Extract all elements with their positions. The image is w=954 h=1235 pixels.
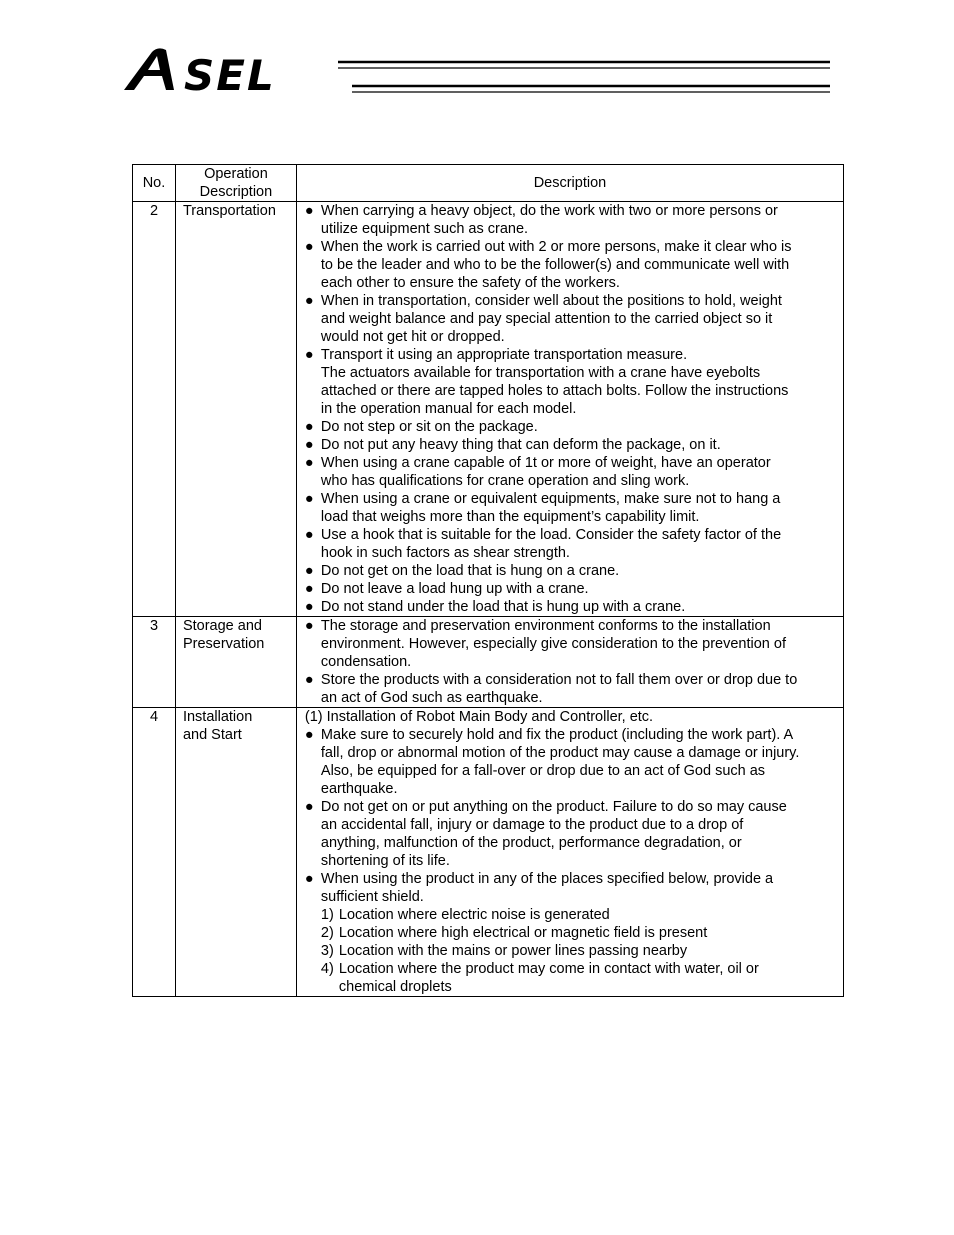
description-text-line: to be the leader and who to be the follower(s) and communicate well with: [320, 257, 790, 273]
operation-label-line: Preservation: [182, 636, 265, 652]
description-text-line: When carrying a heavy object, do the work with two or more persons or: [320, 203, 778, 219]
description-text-line: anything, malfunction of the product, performance degradation, or: [320, 835, 742, 851]
description-text-line: Do not get on the load that is hung on a crane.: [320, 563, 620, 579]
bullet-item: [305, 436, 843, 454]
bullet-dot-icon: ●: [304, 599, 314, 615]
bullet-item: [305, 202, 843, 238]
bullet-item: [305, 726, 843, 798]
description-text-line: would not get hit or dropped.: [320, 329, 505, 345]
section-heading: [305, 708, 843, 726]
description-text-line: condensation.: [320, 654, 412, 670]
description-text-line: When in transportation, consider well about the positions to hold, weight: [320, 293, 782, 309]
operation-label-line: and Start: [182, 727, 242, 743]
bullet-dot-icon: ●: [304, 618, 314, 634]
description-text-line: Do not stand under the load that is hung up with a crane.: [320, 599, 686, 615]
sub-list-item: [305, 960, 843, 996]
bullet-dot-icon: ●: [304, 727, 314, 743]
sub-list-item: [305, 906, 843, 924]
sub-item-text-line: Location where electric noise is generated: [338, 907, 610, 923]
bullet-item: [305, 238, 843, 292]
bullet-dot-icon: ●: [304, 799, 314, 815]
bullet-dot-icon: ●: [304, 347, 314, 363]
bullet-dot-icon: ●: [304, 563, 314, 579]
sub-item-text-line: Location where high electrical or magnetic field is present: [338, 925, 708, 941]
description-text-line: Do not leave a load hung up with a crane.: [320, 581, 589, 597]
bullet-dot-icon: ●: [304, 239, 314, 255]
description-text-line: Do not put any heavy thing that can deform the package, on it.: [320, 437, 721, 453]
header-description: Description: [296, 165, 843, 202]
description-text-line: an act of God such as earthquake.: [320, 690, 543, 706]
description-text-line: in the operation manual for each model.: [320, 401, 577, 417]
safety-precautions-table: [132, 164, 844, 997]
bullet-item: [305, 870, 843, 906]
header-operation-line1: Operation: [204, 166, 268, 182]
row-number: 4: [133, 708, 176, 997]
description-text-line: Do not get on or put anything on the product. Failure to do so may cause: [320, 799, 787, 815]
table-row: [133, 202, 844, 617]
description-text-line: shortening of its life.: [320, 853, 450, 869]
description-text-line: When using the product in any of the places specified below, provide a: [320, 871, 774, 887]
sub-item-body: [321, 924, 843, 942]
description-text-line: sufficient shield.: [320, 889, 424, 905]
sub-item-body: [321, 906, 843, 924]
sub-item-number: 4): [320, 961, 334, 977]
description-text-line: The actuators available for transportation with a crane have eyebolts: [320, 365, 761, 381]
row-number: 3: [133, 617, 176, 708]
description-text-line: When using a crane capable of 1t or more of weight, have an operator: [320, 455, 771, 471]
description-text-line: Use a hook that is suitable for the load. Consider the safety factor of the: [320, 527, 782, 543]
description-text-line: an accidental fall, injury or damage to the product due to a drop of: [320, 817, 744, 833]
table-body: [133, 202, 844, 997]
header-operation-line2: Description: [199, 184, 273, 200]
bullet-dot-icon: ●: [304, 437, 314, 453]
table-header-row: [133, 165, 844, 202]
logo-wordmark: SEL: [184, 51, 276, 94]
description-text-line: Store the products with a consideration not to fall them over or drop due to: [320, 672, 798, 688]
bullet-item: [305, 580, 843, 598]
asel-logo: [122, 46, 834, 94]
bullet-dot-icon: ●: [304, 871, 314, 887]
sub-item-number: 3): [320, 943, 334, 959]
description-text-line: who has qualifications for crane operation and sling work.: [320, 473, 690, 489]
bullet-item: [305, 617, 843, 671]
description-text-line: utilize equipment such as crane.: [320, 221, 529, 237]
bullet-item: [305, 562, 843, 580]
description-text-line: Make sure to securely hold and fix the product (including the work part). A: [320, 727, 794, 743]
description-text-line: attached or there are tapped holes to attach bolts. Follow the instructions: [320, 383, 789, 399]
description-text-line: earthquake.: [320, 781, 398, 797]
sub-item-text-line: Location with the mains or power lines passing nearby: [338, 943, 688, 959]
operation-label-line: Transportation: [182, 203, 276, 219]
description-text-line: each other to ensure the safety of the workers.: [320, 275, 620, 291]
bullet-item: [305, 454, 843, 490]
sub-item-number: 2): [320, 925, 334, 941]
operation-cell: [175, 202, 296, 617]
sub-item-text-line: chemical droplets: [338, 979, 452, 995]
description-text-line: Do not step or sit on the package.: [320, 419, 538, 435]
sub-list-item: [305, 924, 843, 942]
description-text-line: hook in such factors as shear strength.: [320, 545, 570, 561]
sub-item-body: [321, 960, 843, 996]
description-text-line: (1) Installation of Robot Main Body and Controller, etc.: [304, 709, 654, 725]
bullet-dot-icon: ●: [304, 581, 314, 597]
sub-list-item: [305, 942, 843, 960]
bullet-dot-icon: ●: [304, 527, 314, 543]
operation-cell: [175, 708, 296, 997]
description-cell: [296, 617, 843, 708]
bullet-dot-icon: ●: [304, 419, 314, 435]
description-text-line: The storage and preservation environment conforms to the installation: [320, 618, 771, 634]
bullet-item: [305, 346, 843, 418]
bullet-dot-icon: ●: [304, 455, 314, 471]
description-text-line: and weight balance and pay special attention to the carried object so it: [320, 311, 773, 327]
bullet-item: [305, 292, 843, 346]
bullet-dot-icon: ●: [304, 672, 314, 688]
bullet-item: [305, 671, 843, 707]
operation-label-line: Storage and: [182, 618, 262, 634]
description-text-line: When using a crane or equivalent equipments, make sure not to hang a: [320, 491, 781, 507]
bullet-dot-icon: ●: [304, 293, 314, 309]
bullet-item: [305, 418, 843, 436]
table-row: [133, 617, 844, 708]
operation-label-line: Installation: [182, 709, 253, 725]
description-text-line: environment. However, especially give consideration to the prevention of: [320, 636, 786, 652]
description-text-line: load that weighs more than the equipment’s capability limit.: [320, 509, 700, 525]
description-text-line: fall, drop or abnormal motion of the product may cause a damage or injury.: [320, 745, 800, 761]
bullet-dot-icon: ●: [304, 491, 314, 507]
bullet-item: [305, 490, 843, 526]
bullet-item: [305, 798, 843, 870]
bullet-dot-icon: ●: [304, 203, 314, 219]
operation-cell: [175, 617, 296, 708]
sub-item-body: [321, 942, 843, 960]
description-text-line: Transport it using an appropriate transportation measure.: [320, 347, 688, 363]
description-text-line: When the work is carried out with 2 or more persons, make it clear who is: [320, 239, 792, 255]
bullet-item: [305, 598, 843, 616]
row-number: 2: [133, 202, 176, 617]
table-row: [133, 708, 844, 997]
description-cell: [296, 202, 843, 617]
header-operation: [175, 165, 296, 202]
sub-item-number: 1): [320, 907, 334, 923]
header-no: No.: [133, 165, 176, 202]
description-cell: [296, 708, 843, 997]
sub-item-text-line: Location where the product may come in contact with water, oil or: [338, 961, 759, 977]
description-text-line: Also, be equipped for a fall-over or drop due to an act of God such as: [320, 763, 766, 779]
bullet-item: [305, 526, 843, 562]
